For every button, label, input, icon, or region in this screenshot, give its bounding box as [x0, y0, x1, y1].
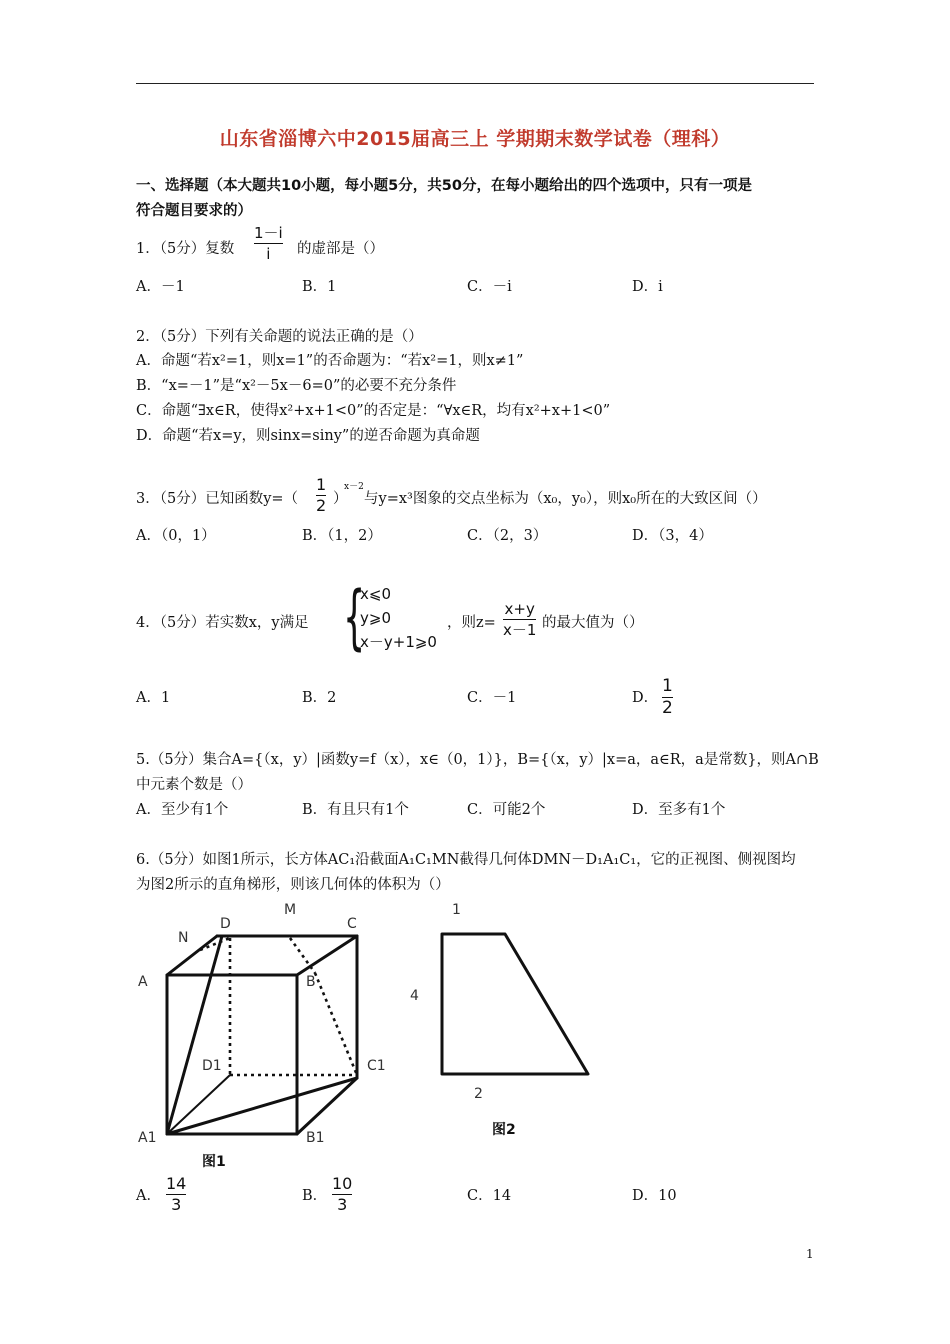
- cuboid-top-right-edge: [297, 936, 357, 975]
- figure-1-cuboid: [130, 898, 400, 1178]
- q4-d-denominator: 2: [662, 698, 673, 718]
- q3-option-d: D．（3，4）: [632, 528, 713, 544]
- label-m: M: [284, 902, 297, 918]
- label-c1: C1: [367, 1058, 386, 1074]
- q4-prefix: 4．（5分）若实数x，y满足: [136, 615, 309, 631]
- q4-option-d: D．: [632, 690, 659, 706]
- hidden-edge-m-section: [290, 938, 315, 973]
- q2-option-c: C．命题“∃x∈R，使得x²+x+1<0”的否定是：“∀x∈R，均有x²+x+1<0”: [136, 403, 611, 419]
- label-c: C: [347, 916, 357, 932]
- q4-denominator: x－1: [503, 621, 537, 639]
- q6-option-c: C．14: [467, 1188, 512, 1204]
- q6-a-numerator: 14: [166, 1174, 187, 1193]
- fraction-bar: [503, 619, 536, 620]
- q6-option-b-label: B．: [302, 1188, 328, 1204]
- section-edge-a1-d: [167, 936, 222, 1134]
- q3-option-c: C．（2，3）: [467, 528, 548, 544]
- q4-constraint-2: y⩾0: [360, 609, 391, 627]
- q4-mid: ，则z=: [447, 615, 496, 631]
- label-bottom-length: 2: [474, 1086, 483, 1102]
- q1-option-a: A．－1: [136, 279, 185, 295]
- label-d1: D1: [202, 1058, 222, 1074]
- q1-denominator: i: [266, 245, 271, 263]
- q6-line2: 为图2所示的直角梯形，则该几何体的体积为（）: [136, 877, 450, 893]
- q1-fraction: [254, 224, 283, 263]
- q5-option-d: D．至多有1个: [632, 802, 726, 818]
- q3-suffix: 与y=x³图象的交点坐标为（x₀，y₀），则x₀所在的大致区间（）: [364, 491, 767, 507]
- q1-numerator: 1－i: [254, 224, 283, 242]
- label-b: B: [306, 974, 316, 990]
- q4-constraint-3: x－y+1⩾0: [360, 633, 437, 651]
- page-title: 山东省淄博六中2015届高三上 学期期末数学试卷（理科）: [219, 128, 731, 150]
- q1-option-c: C．－i: [467, 279, 512, 295]
- q6-option-b-fraction: [332, 1175, 352, 1214]
- q3-numerator: 1: [316, 475, 327, 494]
- q6-option-d: D．10: [632, 1188, 677, 1204]
- page-number: 1: [806, 1247, 814, 1261]
- section-heading-line1: 一、选择题（本大题共10小题，每小题5分，共50分，在每小题给出的四个选项中，只有一项是: [136, 178, 752, 194]
- q4-option-c: C．－1: [467, 690, 517, 706]
- label-b1: B1: [306, 1130, 325, 1146]
- q5-line2: 中元素个数是（）: [136, 777, 252, 793]
- q5-option-b: B．有且只有1个: [302, 802, 409, 818]
- q2-option-a: A．命题“若x²=1，则x=1”的否命题为：“若x²=1，则x≠1”: [136, 353, 524, 369]
- label-height: 4: [410, 988, 419, 1004]
- q4-option-d-fraction: [662, 677, 673, 718]
- q4-numerator: x+y: [504, 600, 535, 618]
- q3-exponent: x－2: [344, 482, 364, 492]
- q5-option-c: C．可能2个: [467, 802, 546, 818]
- q4-option-b: B．2: [302, 690, 337, 706]
- q3-option-b: B．（1，2）: [302, 528, 382, 544]
- q3-denominator: 2: [316, 496, 327, 515]
- q3-close-paren: ）: [333, 491, 348, 507]
- q4-constraint-1: x⩽0: [360, 585, 391, 603]
- q1-option-d: D．i: [632, 279, 663, 295]
- fraction-bar: [254, 243, 283, 244]
- q2-stem: 2．（5分）下列有关命题的说法正确的是（）: [136, 329, 423, 345]
- label-top-length: 1: [452, 902, 461, 918]
- hidden-edge-m-c1: [315, 973, 357, 1075]
- label-a1: A1: [138, 1130, 157, 1146]
- q4-brace: {: [343, 576, 366, 658]
- q6-option-a-label: A．: [136, 1188, 161, 1204]
- q5-line1: 5.（5分）集合A={（x，y）|函数y=f（x），x∈（0，1）}，B={（x，y）|x=a，a∈R，a是常数}，则A∩B: [136, 752, 819, 768]
- label-d: D: [220, 916, 231, 932]
- q6-line1: 6.（5分）如图1所示，长方体AC₁沿截面A₁C₁MN截得几何体DMN－D₁A₁C₁，它的正视图、侧视图均: [136, 852, 796, 868]
- cuboid-front-face: [167, 975, 297, 1134]
- q4-option-a: A．1: [136, 690, 171, 706]
- q4-suffix: 的最大值为（）: [542, 615, 644, 631]
- q3-option-a: A．（0，1）: [136, 528, 216, 544]
- q4-constraint-system: [360, 582, 437, 654]
- q2-option-b: B．“x=－1”是“x²－5x－6=0”的必要不充分条件: [136, 378, 457, 394]
- label-n: N: [178, 930, 189, 946]
- figure-1-caption: 图1: [202, 1154, 226, 1170]
- figure-2-caption: 图2: [492, 1122, 516, 1138]
- q6-option-a-fraction: [166, 1175, 186, 1214]
- q1-option-b: B．1: [302, 279, 337, 295]
- trapezoid-shape: [442, 934, 588, 1074]
- q3-fraction: [316, 476, 326, 515]
- q5-option-a: A．至少有1个: [136, 802, 229, 818]
- section-heading-line2: 符合题目要求的）: [136, 203, 252, 219]
- q4-d-numerator: 1: [662, 676, 673, 696]
- q6-b-numerator: 10: [332, 1174, 353, 1193]
- cuboid-top-left-edge: [167, 936, 217, 975]
- q4-fraction: [503, 600, 536, 639]
- q6-b-denominator: 3: [337, 1195, 348, 1214]
- figure-2-trapezoid: [400, 898, 610, 1148]
- q2-option-d: D．命题“若x=y，则sinx=siny”的逆否命题为真命题: [136, 428, 480, 444]
- q3-prefix: 3．（5分）已知函数y=（: [136, 491, 299, 507]
- q1-suffix: 的虚部是（）: [297, 241, 384, 257]
- q6-a-denominator: 3: [171, 1195, 182, 1214]
- q1-prefix: 1．（5分）复数: [136, 241, 235, 257]
- label-a: A: [138, 974, 148, 990]
- header-rule: [136, 83, 814, 84]
